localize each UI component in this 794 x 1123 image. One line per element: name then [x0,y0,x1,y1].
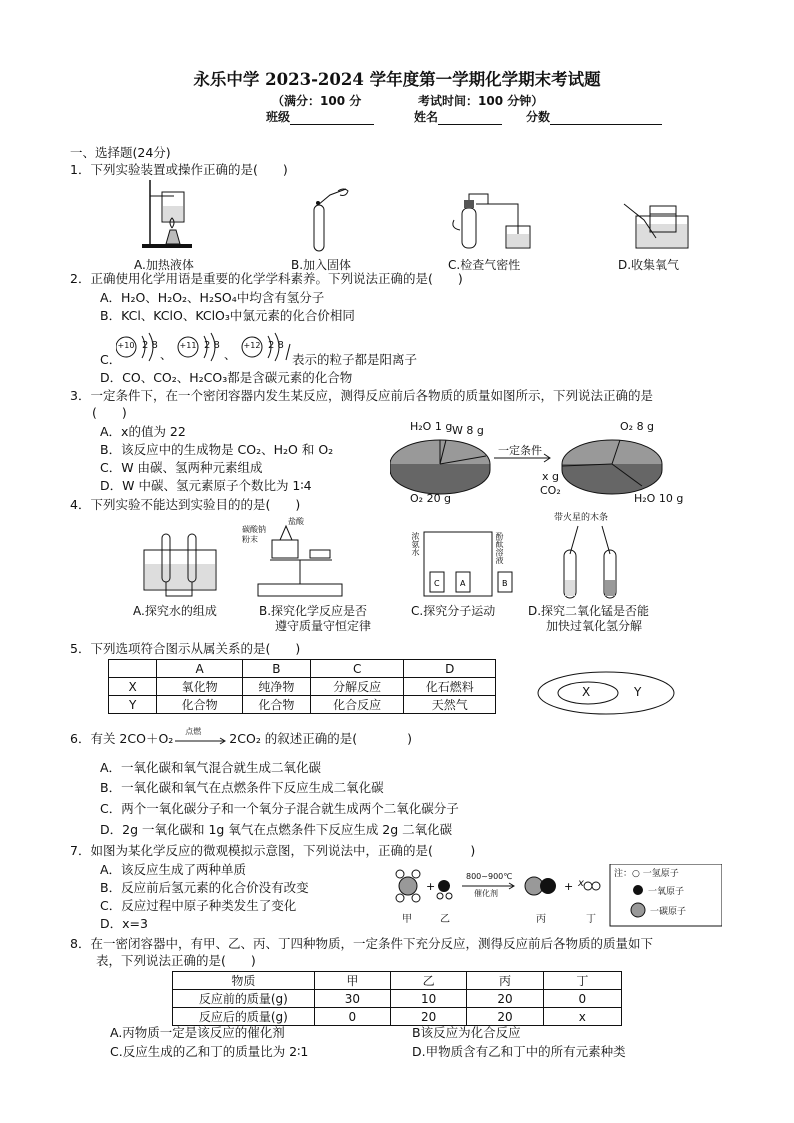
ion-sep-1: 、 [160,348,173,362]
q1-heating-figure [140,178,200,258]
name-field: 姓名 [414,108,502,125]
q5-stem: 5．下列选项符合图示从属关系的是( ) [70,641,301,656]
score-field: 分数 [526,108,662,125]
q8-cell: 20 [391,1008,467,1026]
q8-table [172,971,622,1026]
q8-cell: 反应前的质量(g) [173,990,315,1008]
ion-2-nucleus: +11 [179,341,197,350]
q7-name-ding: 丁 [586,914,596,925]
q5-header-cell [109,660,157,678]
q1-airtight-figure [448,190,533,255]
q7-name-yi: 乙 [440,914,450,925]
ion-sep-2: 、 [224,348,237,362]
q8-header-cell: 丁 [543,972,621,990]
q3-after-x: x g [542,470,559,483]
q5-header-cell: C [310,660,404,678]
q3-after-o2: O₂ 8 g [620,420,655,433]
q8-cell: 20 [467,1008,543,1026]
q8-cell: 10 [391,990,467,1008]
q5-header-cell: D [404,660,496,678]
q8-cell: 20 [467,990,543,1008]
q7-option-a: A．该反应生成了两种单质 [100,862,247,877]
q5-cell: Y [109,696,157,714]
q5-cell: 氧化物 [157,678,243,696]
q6-option-b: B．一氧化碳和氧气在点燃条件下反应生成二氧化碳 [100,780,384,795]
q8-header-cell: 物质 [173,972,315,990]
q6-option-c: C．两个一氧化碳分子和一个氧分子混合就生成两个二氧化碳分子 [100,801,459,816]
q3-arrow-condition: 一定条件 [498,444,542,457]
section-title: 一、选择题(24分) [70,145,171,160]
q1-option-d: D.收集氧气 [618,258,680,272]
q1-collect-oxygen-figure [622,194,690,252]
svg-text:B: B [502,579,508,588]
q3-option-c: C．W 由碳、氢两种元素组成 [100,460,263,475]
q5-table [108,659,496,714]
q1-option-b: B.加入固体 [291,258,352,272]
q7-reaction-figure [392,864,722,928]
q4-c-label-2: 酚酞溶液 [495,532,504,564]
q3-before-h2o: H₂O 1 g [410,420,453,433]
table-row [173,972,622,990]
q5-venn-diagram [536,670,676,716]
q8-option-c: C.反应生成的乙和丁的质量比为 2∶1 [110,1044,309,1059]
q7-stem: 7．如图为某化学反应的微观模拟示意图，下列说法中，正确的是( ) [70,843,476,858]
q6-option-d: D．2g 一氧化碳和 1g 氧气在点燃条件下反应生成 2g 二氧化碳 [100,822,453,837]
q4-b-label-2: 粉末 [242,535,258,544]
q3-option-b: B．该反应中的生成物是 CO₂、H₂O 和 O₂ [100,442,334,457]
q5-header-cell: B [242,660,310,678]
q4-balance-figure [242,516,352,602]
ion-3-nucleus: +12 [243,341,261,350]
q4-c-label-1: 浓氨水 [411,532,420,556]
q7-name-jia: 甲 [402,914,412,925]
q2-option-c-suffix: 表示的粒子都是阳离子 [292,352,418,367]
q2-stem: 2．正确使用化学用语是重要的化学学科素养。下列说法正确的是( ) [70,271,463,286]
q1-option-c: C.检查气密性 [448,258,521,272]
q4-diffusion-figure [410,526,520,602]
q7-condition-bottom: 催化剂 [474,889,498,898]
q6-stem: 6．有关 2CO＋O₂ 点燃 2CO₂ 的叙述正确的是( ) [70,731,412,747]
q5-cell: 化合反应 [310,696,404,714]
q3-before-w: W 8 g [452,424,484,437]
q4-caption-c: C.探究分子运动 [411,604,496,618]
q3-before-o2: O₂ 20 g [410,492,452,505]
ion-1-shells: 2 8 [142,340,158,351]
q4-electrolysis-figure [140,530,220,600]
q2-option-d: D．CO、CO₂、H₂CO₃都是含碳元素的化合物 [100,370,353,385]
ion-1-nucleus: +10 [117,341,135,350]
q3-stem-paren: ( ) [92,405,127,420]
q2-ion-diagrams [116,330,296,368]
q5-cell: 分解反应 [310,678,404,696]
q2-option-b: B．KCl、KClO、KClO₃中氯元素的化合价相同 [100,308,355,323]
q4-b-label-1: 碳酸钠 [242,525,266,534]
q2-option-c-prefix: C． [100,352,122,367]
q8-header-cell: 甲 [314,972,390,990]
ion-2-shells: 2 8 [204,340,220,351]
q1-option-a: A.加热液体 [134,258,194,272]
page-title: 永乐中学 2023-2024 学年度第一学期化学期末考试题 [193,70,601,89]
svg-text:C: C [434,579,440,588]
q7-legend-oxygen: 一氧原子 [648,887,685,897]
table-row [173,990,622,1008]
q5-cell: X [109,678,157,696]
exam-time: 考试时间：100 分钟） [418,94,544,108]
q7-name-bing: 丙 [536,914,546,925]
venn-x-label: X [582,685,591,699]
class-field: 班级 [266,108,374,125]
q3-pie-figure [390,418,690,506]
q8-cell: 反应后的质量(g) [173,1008,315,1026]
q6-condition: 点燃 [185,726,202,736]
q8-cell: 0 [543,990,621,1008]
q4-caption-a: A.探究水的组成 [133,604,217,618]
q8-stem: 8．在一密闭容器中，有甲、乙、丙、丁四种物质，一定条件下充分反应，测得反应前后各物质的质量如下 [70,936,653,951]
q8-option-d: D.甲物质含有乙和丁中的所有元素种类 [412,1044,626,1059]
full-score: （满分：100 分 [272,94,362,108]
q4-d-label: 带火星的木条 [554,513,609,523]
table-row [173,1008,622,1026]
q3-stem: 3．一定条件下，在一个密闭容器内发生某反应，测得反应前后各物质的质量如图所示，下列说法正确的是 [70,388,653,403]
q8-option-a: A.丙物质一定是该反应的催化剂 [110,1025,285,1040]
table-row [109,678,496,696]
q2-option-a: A．H₂O、H₂O₂、H₂SO₄中均含有氢分子 [100,290,325,305]
q5-cell: 化石燃料 [404,678,496,696]
q7-option-b: B．反应前后氢元素的化合价没有改变 [100,880,309,895]
q8-cell: 0 [314,1008,390,1026]
q5-cell: 天然气 [404,696,496,714]
q5-cell: 化合物 [157,696,243,714]
q3-option-d: D．W 中碳、氢元素原子个数比为 1∶4 [100,478,312,493]
q8-stem-2: 表，下列说法正确的是( ) [96,953,256,968]
q6-option-a: A．一氧化碳和氧气混合就生成二氧化碳 [100,760,322,775]
table-row [109,660,496,678]
svg-text:+: + [564,880,574,893]
q7-option-c: C．反应过程中原子种类发生了变化 [100,898,297,913]
q7-condition-top: 800~900℃ [466,872,513,881]
q8-header-cell: 乙 [391,972,467,990]
q8-header-cell: 丙 [467,972,543,990]
q7-legend-title: 注：○ 一氢原子 [614,869,679,879]
ion-3-shells: 2 8 [268,340,284,351]
q7-legend-carbon: 一碳原子 [650,907,687,917]
svg-text:A: A [460,579,466,588]
q4-caption-b2: 遵守质量守恒定律 [275,619,372,633]
q5-cell: 化合物 [242,696,310,714]
q8-cell: 30 [314,990,390,1008]
q3-option-a: A．x的值为 22 [100,424,186,439]
q4-mno2-figure [548,510,658,602]
q8-cell: x [543,1008,621,1026]
q4-caption-d: D.探究二氧化锰是否能 [528,604,650,618]
q1-add-solid-figure [300,185,360,255]
svg-text:+: + [426,880,436,893]
q4-b-label-3: 盐酸 [288,517,304,526]
q8-option-b: B该反应为化合反应 [412,1025,521,1040]
q5-header-cell: A [157,660,243,678]
q1-stem: 1．下列实验装置或操作正确的是( ) [70,162,288,177]
table-row [109,696,496,714]
venn-y-label: Y [634,685,642,699]
q4-stem: 4．下列实验不能达到实验目的的是( ) [70,497,301,512]
q7-option-d: D．x=3 [100,916,148,931]
q3-after-h2o: H₂O 10 g [634,492,684,505]
q3-after-co2: CO₂ [540,484,561,497]
q5-cell: 纯净物 [242,678,310,696]
q4-caption-d2: 加快过氧化氢分解 [546,619,643,633]
q4-caption-b: B.探究化学反应是否 [259,604,368,618]
q7-coefficient: x [578,878,584,889]
